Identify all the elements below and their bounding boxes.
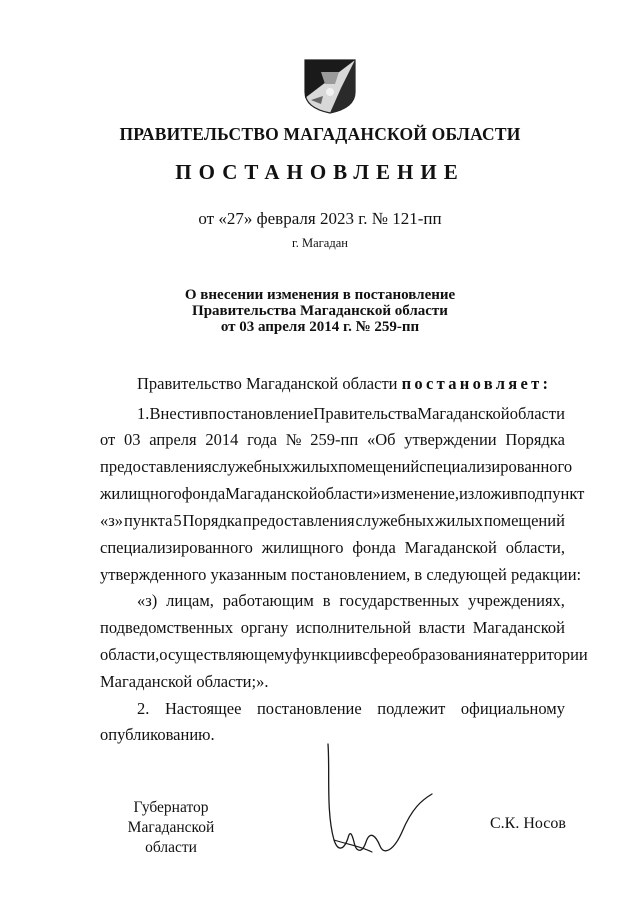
subject-line: О внесении изменения в постановление (184, 287, 456, 303)
word: помещений (338, 457, 420, 476)
quote-line (100, 618, 565, 638)
word: работающим (222, 591, 314, 610)
word: Порядка (182, 511, 242, 530)
subject-line: Правительства Магаданской области (192, 303, 448, 319)
word: территории (506, 645, 588, 664)
word: жилищного (100, 484, 182, 503)
quote-line (137, 591, 565, 611)
word: Магаданской (225, 484, 318, 503)
word: утверждении (404, 430, 497, 449)
preamble-text: Правительство Магаданской области (137, 374, 398, 393)
word: изменение, (380, 484, 459, 503)
word: фонда (352, 538, 396, 557)
document-city: г. Магадан (292, 236, 348, 250)
quote-line: Магаданской области;». (100, 672, 269, 691)
paragraph-line (100, 457, 573, 477)
word: пункта (123, 511, 173, 530)
word: «з) (137, 591, 158, 610)
document-date-number: от «27» февраля 2023 г. № 121-пп (198, 209, 442, 228)
word: Магаданской (404, 538, 497, 557)
word: жилищного (261, 538, 344, 557)
word: постановление (208, 404, 314, 423)
preamble (137, 374, 551, 394)
word: помещений (483, 511, 565, 530)
word: фонда (181, 484, 226, 503)
paragraph-line (100, 511, 565, 531)
word: «з» (100, 511, 124, 530)
word: Порядка (505, 430, 565, 449)
word: апреля (149, 430, 197, 449)
coat-of-arms-icon (301, 58, 359, 114)
word: Правительства (313, 404, 418, 423)
word: в (200, 404, 209, 423)
word: осуществляющему (159, 645, 293, 664)
word: от (100, 430, 116, 449)
word: 259-пп (310, 430, 359, 449)
quote-line (100, 645, 588, 665)
word: сфере (362, 645, 404, 664)
word: Магаданской (417, 404, 510, 423)
word: года (247, 430, 278, 449)
government-title: ПРАВИТЕЛЬСТВО МАГАДАНСКОЙ ОБЛАСТИ (119, 124, 521, 144)
word: предоставления (242, 511, 355, 530)
word: функции (292, 645, 355, 664)
word: Внести (149, 404, 201, 423)
word: 03 (124, 430, 141, 449)
word: исполнительной (295, 618, 412, 637)
signatory-name: С.К. Носов (490, 815, 566, 832)
word: в (354, 645, 363, 664)
paragraph-line (100, 430, 565, 450)
word: подведомственных (100, 618, 234, 637)
subject-line: от 03 апреля 2014 г. № 259-пп (220, 319, 420, 335)
word: области, (100, 645, 160, 664)
word: лицам, (166, 591, 214, 610)
word: подпункт (518, 484, 585, 503)
word: предоставления (100, 457, 212, 476)
word: жилых (290, 457, 339, 476)
word: жилых (435, 511, 483, 530)
preamble-decree-word: постановляет: (401, 374, 552, 393)
document-subject (0, 287, 640, 335)
word: в (322, 591, 331, 610)
word: № (285, 430, 302, 449)
document-type: ПОСТАНОВЛЕНИЕ (175, 160, 465, 184)
word: государственных (339, 591, 460, 610)
word: постановление (256, 699, 362, 718)
word: Настоящее (164, 699, 242, 718)
word: официальному (460, 699, 565, 718)
word: 2. (137, 699, 150, 718)
word: образования (403, 645, 491, 664)
handwritten-signature (326, 742, 436, 864)
paragraph-line: утвержденного указанным постановлением, в следующей редакции: (100, 565, 582, 584)
word: области» (317, 484, 381, 503)
word: Магаданской (472, 618, 565, 637)
word: специализированного (419, 457, 573, 476)
word: учреждениях, (468, 591, 565, 610)
word: 5 (173, 511, 182, 530)
word: 1. (137, 404, 150, 423)
word: области, (505, 538, 565, 557)
word: органу (240, 618, 289, 637)
word: служебных (355, 511, 435, 530)
role-line: Магаданской области (127, 819, 215, 856)
word: власти (418, 618, 466, 637)
paragraph-line (100, 484, 585, 504)
word: «Об (366, 430, 396, 449)
paragraph-line (137, 699, 565, 719)
role-line: Губернатор (133, 799, 209, 816)
word: изложив (458, 484, 519, 503)
paragraph-line (137, 404, 565, 424)
paragraph-line (100, 538, 565, 558)
paragraph-line: опубликованию. (100, 725, 215, 744)
word: подлежит (377, 699, 446, 718)
word: на (490, 645, 507, 664)
word: специализированного (100, 538, 253, 557)
signatory-role (100, 798, 242, 858)
word: 2014 (205, 430, 239, 449)
word: служебных (211, 457, 291, 476)
word: области (509, 404, 565, 423)
